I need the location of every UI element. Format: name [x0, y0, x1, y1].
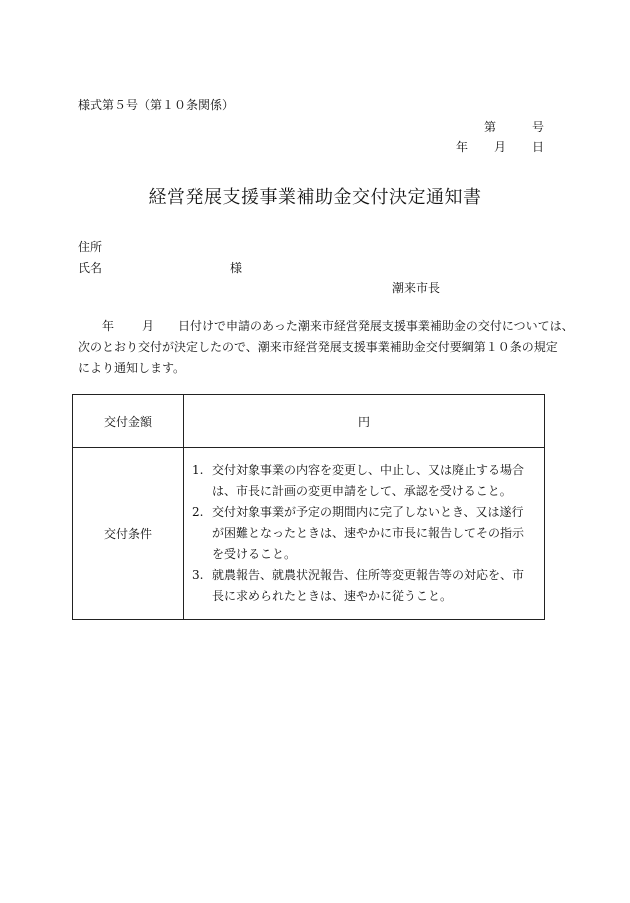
date-month: 月 — [493, 140, 506, 154]
conditions-cell — [184, 448, 545, 620]
page-title: 経営発展支援事業補助金交付決定通知書 — [148, 187, 482, 208]
conditions-list — [192, 460, 534, 607]
form-number: 様式第５号（第１０条関係） — [78, 98, 235, 112]
notice-body — [78, 316, 574, 379]
condition-text: 交付対象事業が予定の期間内に完了しないとき、又は遂行が困難となったときは、速やかに市長に報告してその指示を受けること。 — [212, 505, 525, 561]
date-year: 年 — [455, 140, 468, 154]
condition-item — [192, 502, 534, 565]
body-line-2: 次のとおり交付が決定したので、潮来市経営発展支援事業補助金交付要綱第１０条の規定 — [78, 340, 558, 354]
condition-text: 交付対象事業の内容を変更し、中止し、又は廃止する場合は、市長に計画の変更申請をして、承認を受けること。 — [212, 463, 525, 498]
condition-text: 就農報告、就農状況報告、住所等変更報告等の対応を、市長に求められたときは、速やかに従うこと。 — [212, 568, 525, 603]
body-line-1 — [78, 316, 574, 337]
honorific: 様 — [230, 261, 243, 275]
doc-no-suffix: 号 — [531, 120, 544, 134]
name-row — [78, 259, 278, 276]
condition-number: 1. — [192, 463, 204, 477]
amount-row — [73, 395, 545, 448]
conditions-label: 交付条件 — [73, 448, 184, 620]
body-line-3: により通知します。 — [78, 361, 186, 375]
body-line-1-text: 日付けで申請のあった潮来市経営発展支援事業補助金の交付については、 — [178, 319, 574, 333]
issue-date — [456, 138, 544, 155]
date-day: 日 — [531, 140, 544, 154]
condition-number: 2. — [192, 505, 204, 519]
grant-table — [72, 394, 545, 620]
issuer: 潮来市長 — [392, 281, 441, 295]
conditions-row — [73, 448, 545, 620]
body-month: 月 — [142, 319, 155, 333]
address-label: 住所 — [78, 240, 103, 254]
doc-no-prefix: 第 — [483, 120, 496, 134]
condition-item — [192, 460, 534, 502]
condition-item — [192, 565, 534, 607]
body-year: 年 — [102, 319, 115, 333]
amount-unit: 円 — [184, 395, 545, 448]
condition-number: 3. — [192, 568, 204, 582]
name-label: 氏名 — [78, 261, 103, 275]
amount-label: 交付金額 — [73, 395, 184, 448]
document-number — [484, 118, 544, 135]
